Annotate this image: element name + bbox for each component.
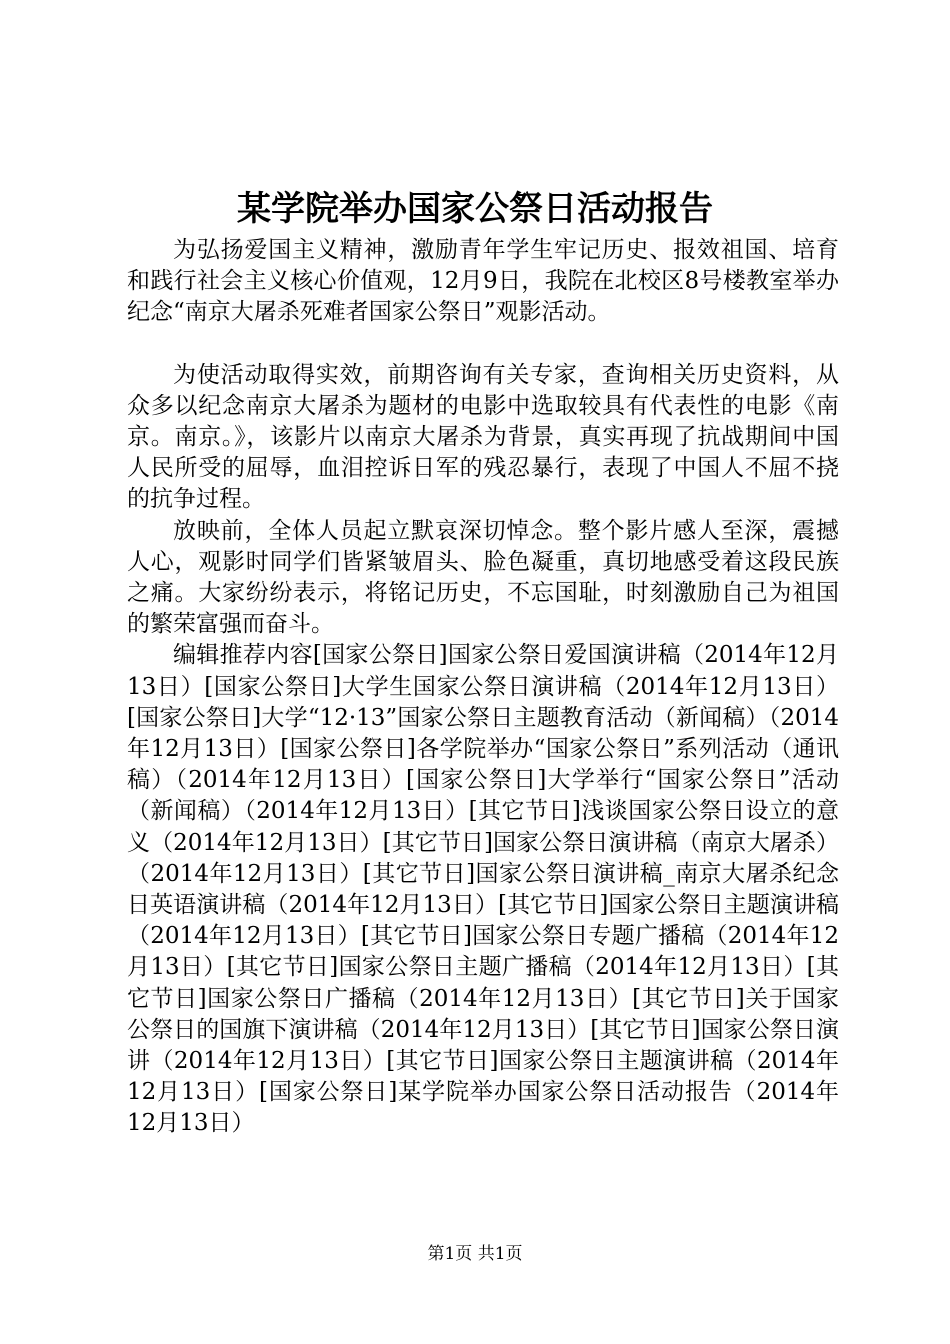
- document-body: [127, 235, 839, 1140]
- page-footer: 第1页 共1页: [427, 1244, 523, 1264]
- paragraph-preparation: 为使活动取得实效，前期咨询有关专家，查询相关历史资料，从众多以纪念南京大屠杀为题材的电影中选取较具有代表性的电影《南京。南京。》，该影片以南京大屠杀为背景，真实再现了抗战期间中国人民所受的屈辱，血泪控诉日军的残忍暴行，表现了中国人不屈不挠的抗争过程。: [127, 361, 839, 513]
- document-title: 某学院举办国家公祭日活动报告: [237, 189, 713, 229]
- paragraph-intro: 为弘扬爱国主义精神，激励青年学生牢记历史、报效祖国、培育和践行社会主义核心价值观，12月9日，我院在北校区8号楼教室举办纪念“南京大屠杀死难者国家公祭日”观影活动。: [127, 237, 839, 326]
- paragraph-screening: 放映前，全体人员起立默哀深切悼念。整个影片感人至深，震撼人心，观影时同学们皆紧皱眉头、脸色凝重，真切地感受着这段民族之痛。大家纷纷表示，将铭记历史，不忘国耻，时刻激励自己为祖国的繁荣富强而奋斗。: [127, 517, 839, 638]
- paragraph-recommended-content: 编辑推荐内容[国家公祭日]国家公祭日爱国演讲稿（2014年12月13日）[国家公祭日]大学生国家公祭日演讲稿（2014年12月13日）[国家公祭日]大学“12·13”国家公祭日主题教育活动（新闻稿）（2014年12月13日）[国家公祭日]各学院举办“国家公祭日”系列活动（通讯稿）（2014年12月13日）[国家公祭日]大学举行“国家公祭日”活动（新闻稿）（2014年12月13日）[其它节日]浅谈国家公祭日设立的意义（2014年12月13日）[其它节日]国家公祭日演讲稿（南京大屠杀）（2014年12月13日）[其它节日]国家公祭日演讲稿_南京大屠杀纪念日英语演讲稿（2014年12月13日）[其它节日]国家公祭日主题演讲稿（2014年12月13日）[其它节日]国家公祭日专题广播稿（2014年12月13日）[其它节日]国家公祭日主题广播稿（2014年12月13日）[其它节日]国家公祭日广播稿（2014年12月13日）[其它节日]关于国家公祭日的国旗下演讲稿（2014年12月13日）[其它节日]国家公祭日演讲（2014年12月13日）[其它节日]国家公祭日主题演讲稿（2014年12月13日）[国家公祭日]某学院举办国家公祭日活动报告（2014年12月13日）: [127, 642, 839, 1137]
